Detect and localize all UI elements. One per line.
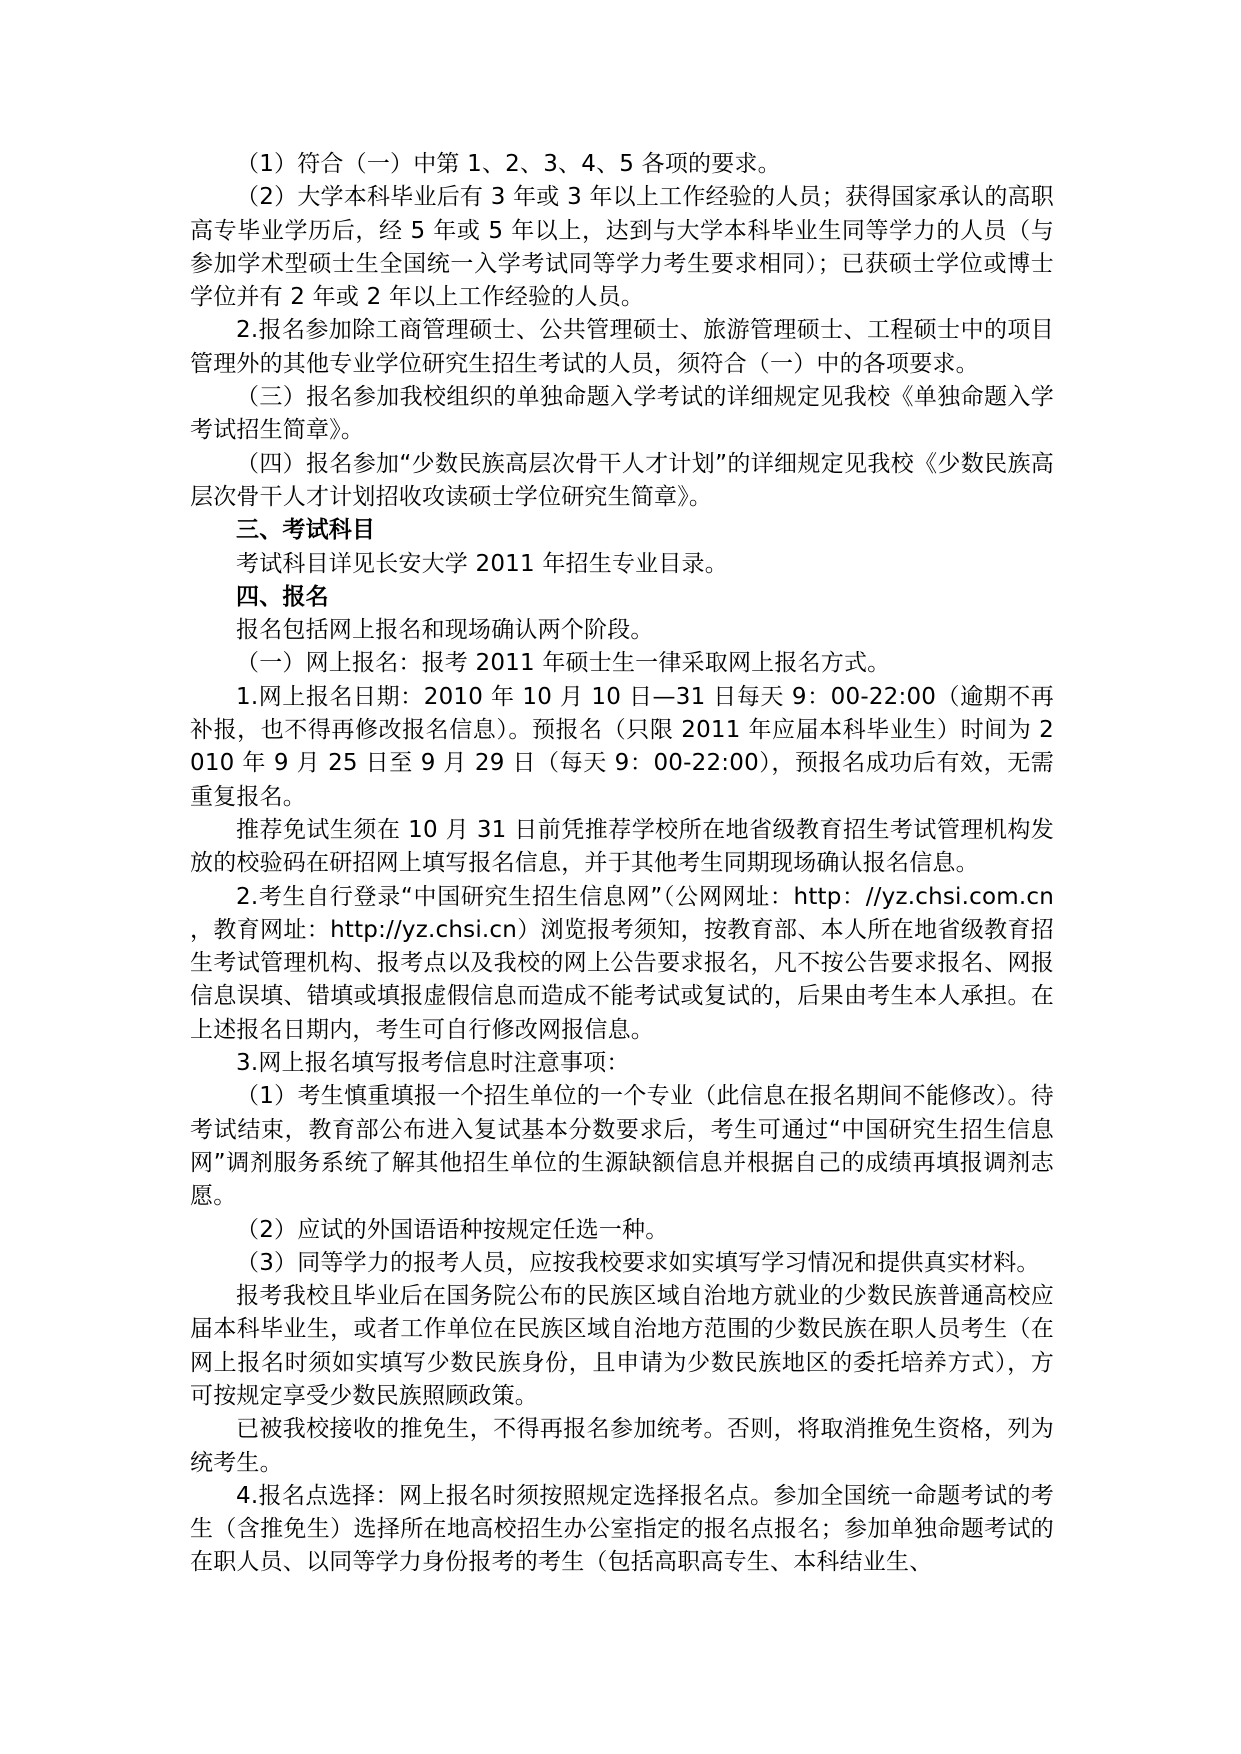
paragraph-professional-degree: 2.报名参加除工商管理硕士、公共管理硕士、旅游管理硕士、工程硕士中的项目管理外的其他专业学位研究生招生考试的人员，须符合（一）中的各项要求。 bbox=[190, 317, 1054, 377]
section-heading-registration: 四、报名 bbox=[236, 583, 329, 610]
paragraph-registration-stages: 报名包括网上报名和现场确认两个阶段。 bbox=[236, 617, 654, 644]
paragraph-minority-policy: 报考我校且毕业后在国务院公布的民族区域自治地方就业的少数民族普通高校应届本科毕业生，或者工作单位在民族区域自治地方范围的少数民族在职人员考生（在网上报名时须如实填写少数民族身份，且申请为少数民族地区的委托培养方式），方可按规定享受少数民族照顾政策。 bbox=[190, 1283, 1054, 1409]
paragraph-requirement-1: （1）符合（一）中第 1、2、3、4、5 各项的要求。 bbox=[236, 151, 781, 177]
section-heading-exam-subjects: 三、考试科目 bbox=[236, 517, 376, 544]
paragraph-note-3: （3）同等学力的报考人员，应按我校要求如实填写学习情况和提供真实材料。 bbox=[236, 1249, 1040, 1276]
paragraph-exempt-students: 已被我校接收的推免生，不得再报名参加统考。否则，将取消推免生资格，列为统考生。 bbox=[190, 1416, 1054, 1476]
paragraph-note-1: （1）考生慎重填报一个招生单位的一个专业（此信息在报名期间不能修改）。待考试结束，教育部公布进入复试基本分数要求后，考生可通过“中国研究生招生信息网”调剂服务系统了解其他招生单位的生源缺额信息并根据自己的成绩再填报调剂志愿。 bbox=[190, 1083, 1054, 1210]
document-body bbox=[190, 148, 1054, 1580]
paragraph-requirement-2: （2）大学本科毕业后有 3 年或 3 年以上工作经验的人员；获得国家承认的高职高专毕业学历后，经 5 年或 5 年以上，达到与大学本科毕业生同等学力的人员（与参加学术型硕士生全国统一入学考试同等学力考生要求相同）；已获硕士学位或博士学位并有 2 年或 2 年以上工作经验的人员。 bbox=[190, 184, 1054, 311]
paragraph-registration-site: 4.报名点选择：网上报名时须按照规定选择报名点。参加全国统一命题考试的考生（含推免生）选择所在地高校招生办公室指定的报名点报名；参加单独命题考试的在职人员、以同等学力身份报考的考生（包括高职高专生、本科结业生、 bbox=[190, 1482, 1054, 1576]
paragraph-recommended-students: 推荐免试生须在 10 月 31 日前凭推荐学校所在地省级教育招生考试管理机构发放的校验码在研招网上填写报名信息，并于其他考生同期现场确认报名信息。 bbox=[190, 816, 1054, 877]
paragraph-exam-subjects: 考试科目详见长安大学 2011 年招生专业目录。 bbox=[236, 550, 728, 577]
paragraph-online-registration: （一）网上报名：报考 2011 年硕士生一律采取网上报名方式。 bbox=[236, 650, 891, 677]
paragraph-minority-program: （四）报名参加“少数民族高层次骨干人才计划”的详细规定见我校《少数民族高层次骨干人才计划招收攻读硕士学位研究生简章》。 bbox=[190, 450, 1054, 510]
paragraph-independent-exam: （三）报名参加我校组织的单独命题入学考试的详细规定见我校《单独命题入学考试招生简章》。 bbox=[190, 384, 1054, 444]
paragraph-notes-title: 3.网上报名填写报考信息时注意事项： bbox=[236, 1050, 630, 1077]
paragraph-note-2: （2）应试的外国语语种按规定任选一种。 bbox=[236, 1216, 669, 1243]
paragraph-login-website: 2.考生自行登录“中国研究生招生信息网”（公网网址：http：//yz.chsi.com.cn ，教育网址：http://yz.chsi.cn）浏览报考须知，按教育部、本人所在地省级教育招生考试管理机构、报考点以及我校的网上公告要求报名，凡不按公告要求报名、网报信息误填、错填或填报虚假信息而造成不能考试或复试的，后果由考生本人承担。在上述报名日期内，考生可自行修改网报信息。 bbox=[190, 883, 1054, 1043]
paragraph-registration-dates: 1.网上报名日期：2010 年 10 月 10 日—31 日每天 9：00-22:00（逾期不再补报，也不得再修改报名信息）。预报名（只限 2011 年应届本科毕业生）时间为 2010 年 9 月 25 日至 9 月 29 日（每天 9：00-22:00），预报名成功后有效，无需重复报名。 bbox=[190, 683, 1054, 810]
